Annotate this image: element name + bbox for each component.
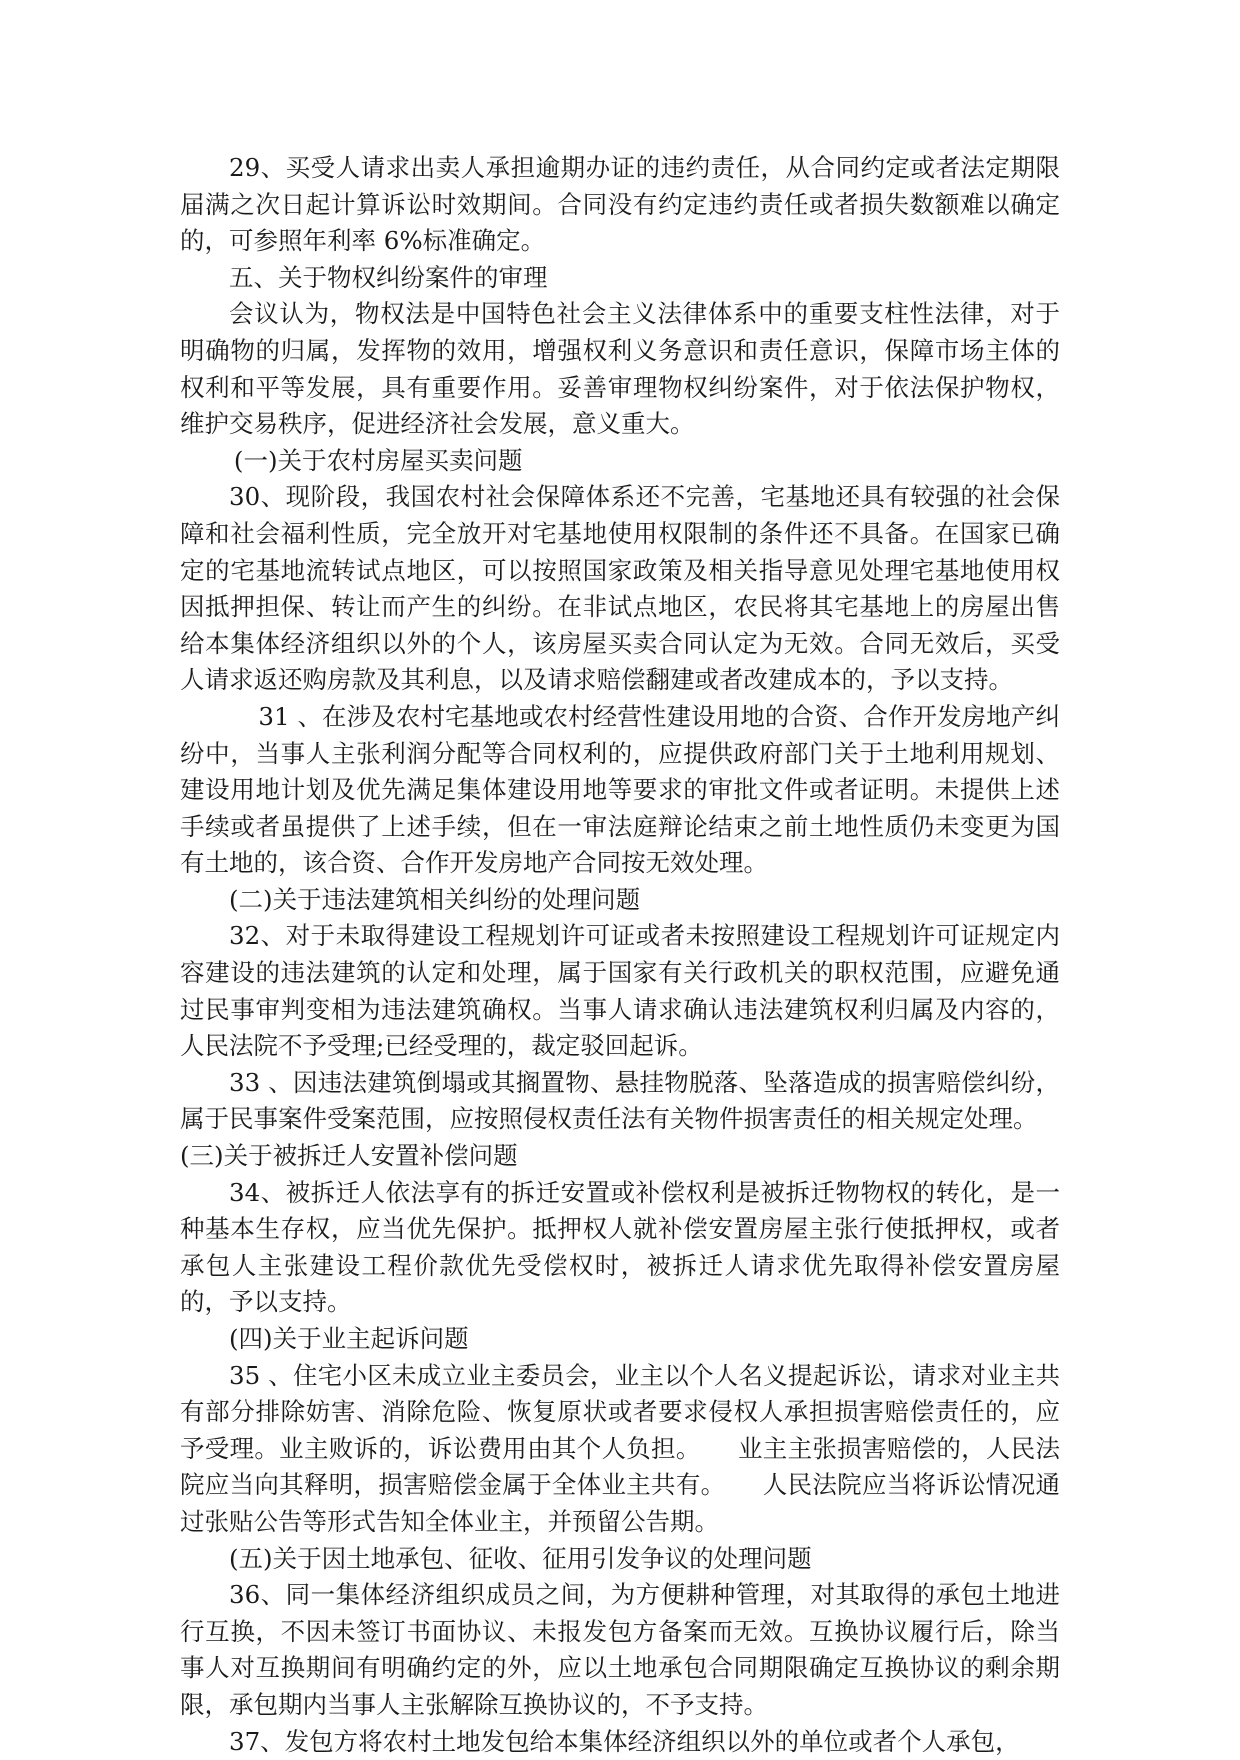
- paragraph-32: 32、对于未取得建设工程规划许可证或者未按照建设工程规划许可证规定内容建设的违法建筑的认定和处理，属于国家有关行政机关的职权范围，应避免通过民事审判变相为违法建筑确权。当事人请求确认违法建筑权利归属及内容的，人民法院不予受理;已经受理的，裁定驳回起诉。: [180, 921, 1060, 1061]
- paragraph-34: 34、被拆迁人依法享有的拆迁安置或补偿权利是被拆迁物物权的转化，是一种基本生存权，应当优先保护。抵押权人就补偿安置房屋主张行使抵押权，或者承包人主张建设工程价款优先受偿权时，被拆迁人请求优先取得补偿安置房屋的，予以支持。: [180, 1177, 1060, 1317]
- subheading-5: (五)关于因土地承包、征收、征用引发争议的处理问题: [229, 1543, 812, 1573]
- subheading-3: (三)关于被拆迁人安置补偿问题: [180, 1141, 518, 1171]
- paragraph-29: 29、买受人请求出卖人承担逾期办证的违约责任，从合同约定或者法定期限届满之次日起计算诉讼时效期间。合同没有约定违约责任或者损失数额难以确定的，可参照年利率 6%标准确定。: [180, 153, 1060, 256]
- document-page: [180, 150, 1060, 1760]
- subheading-1: (一)关于农村房屋买卖问题: [233, 445, 523, 475]
- paragraph-33: 33 、因违法建筑倒塌或其搁置物、悬挂物脱落、坠落造成的损害赔偿纠纷，属于民事案件受案范围，应按照侵权责任法有关物件损害责任的相关规定处理。: [180, 1067, 1060, 1134]
- subheading-2: (二)关于违法建筑相关纠纷的处理问题: [229, 884, 641, 914]
- paragraph-intro: 会议认为，物权法是中国特色社会主义法律体系中的重要支柱性法律，对于明确物的归属，发挥物的效用，增强权利义务意识和责任意识，保障市场主体的权利和平等发展，具有重要作用。妥善审理物权纠纷案件，对于依法保护物权，维护交易秩序，促进经济社会发展，意义重大。: [180, 299, 1060, 439]
- paragraph-36: 36、同一集体经济组织成员之间，为方便耕种管理，对其取得的承包土地进行互换，不因未签订书面协议、未报发包方备案而无效。互换协议履行后，除当事人对互换期间有明确约定的外，应以土地承包合同期限确定互换协议的剩余期限，承包期内当事人主张解除互换协议的，不予支持。: [180, 1580, 1060, 1719]
- paragraph-31: 31 、在涉及农村宅基地或农村经营性建设用地的合资、合作开发房地产纠纷中，当事人主张利润分配等合同权利的，应提供政府部门关于土地利用规划、建设用地计划及优先满足集体建设用地等要求的审批文件或者证明。未提供上述手续或者虽提供了上述手续，但在一审法庭辩论结束之前土地性质仍未变更为国有土地的，该合资、合作开发房地产合同按无效处理。: [180, 701, 1060, 878]
- section-heading-5: 五、关于物权纠纷案件的审理: [229, 262, 548, 292]
- paragraph-30: 30、现阶段，我国农村社会保障体系还不完善，宅基地还具有较强的社会保障和社会福利性质，完全放开对宅基地使用权限制的条件还不具备。在国家已确定的宅基地流转试点地区，可以按照国家政策及相关指导意见处理宅基地使用权因抵押担保、转让而产生的纠纷。在非试点地区，农民将其宅基地上的房屋出售给本集体经济组织以外的个人，该房屋买卖合同认定为无效。合同无效后，买受人请求返还购房款及其利息，以及请求赔偿翻建或者改建成本的，予以支持。: [180, 482, 1060, 695]
- paragraph-37: 37、发包方将农村土地发包给本集体经济组织以外的单位或者个人承包，: [229, 1726, 1020, 1756]
- subheading-4: (四)关于业主起诉问题: [229, 1324, 469, 1353]
- paragraph-35: 35 、住宅小区未成立业主委员会，业主以个人名义提起诉讼，请求对业主共有部分排除妨害、消除危险、恢复原状或者要求侵权人承担损害赔偿责任的，应予受理。业主败诉的，诉讼费用由其个人负担。 业主主张损害赔偿的，人民法院应当向其释明，损害赔偿金属于全体业主共有。 人民法院应当将诉讼情况通过张贴公告等形式告知全体业主，并预留公告期。: [180, 1360, 1060, 1536]
